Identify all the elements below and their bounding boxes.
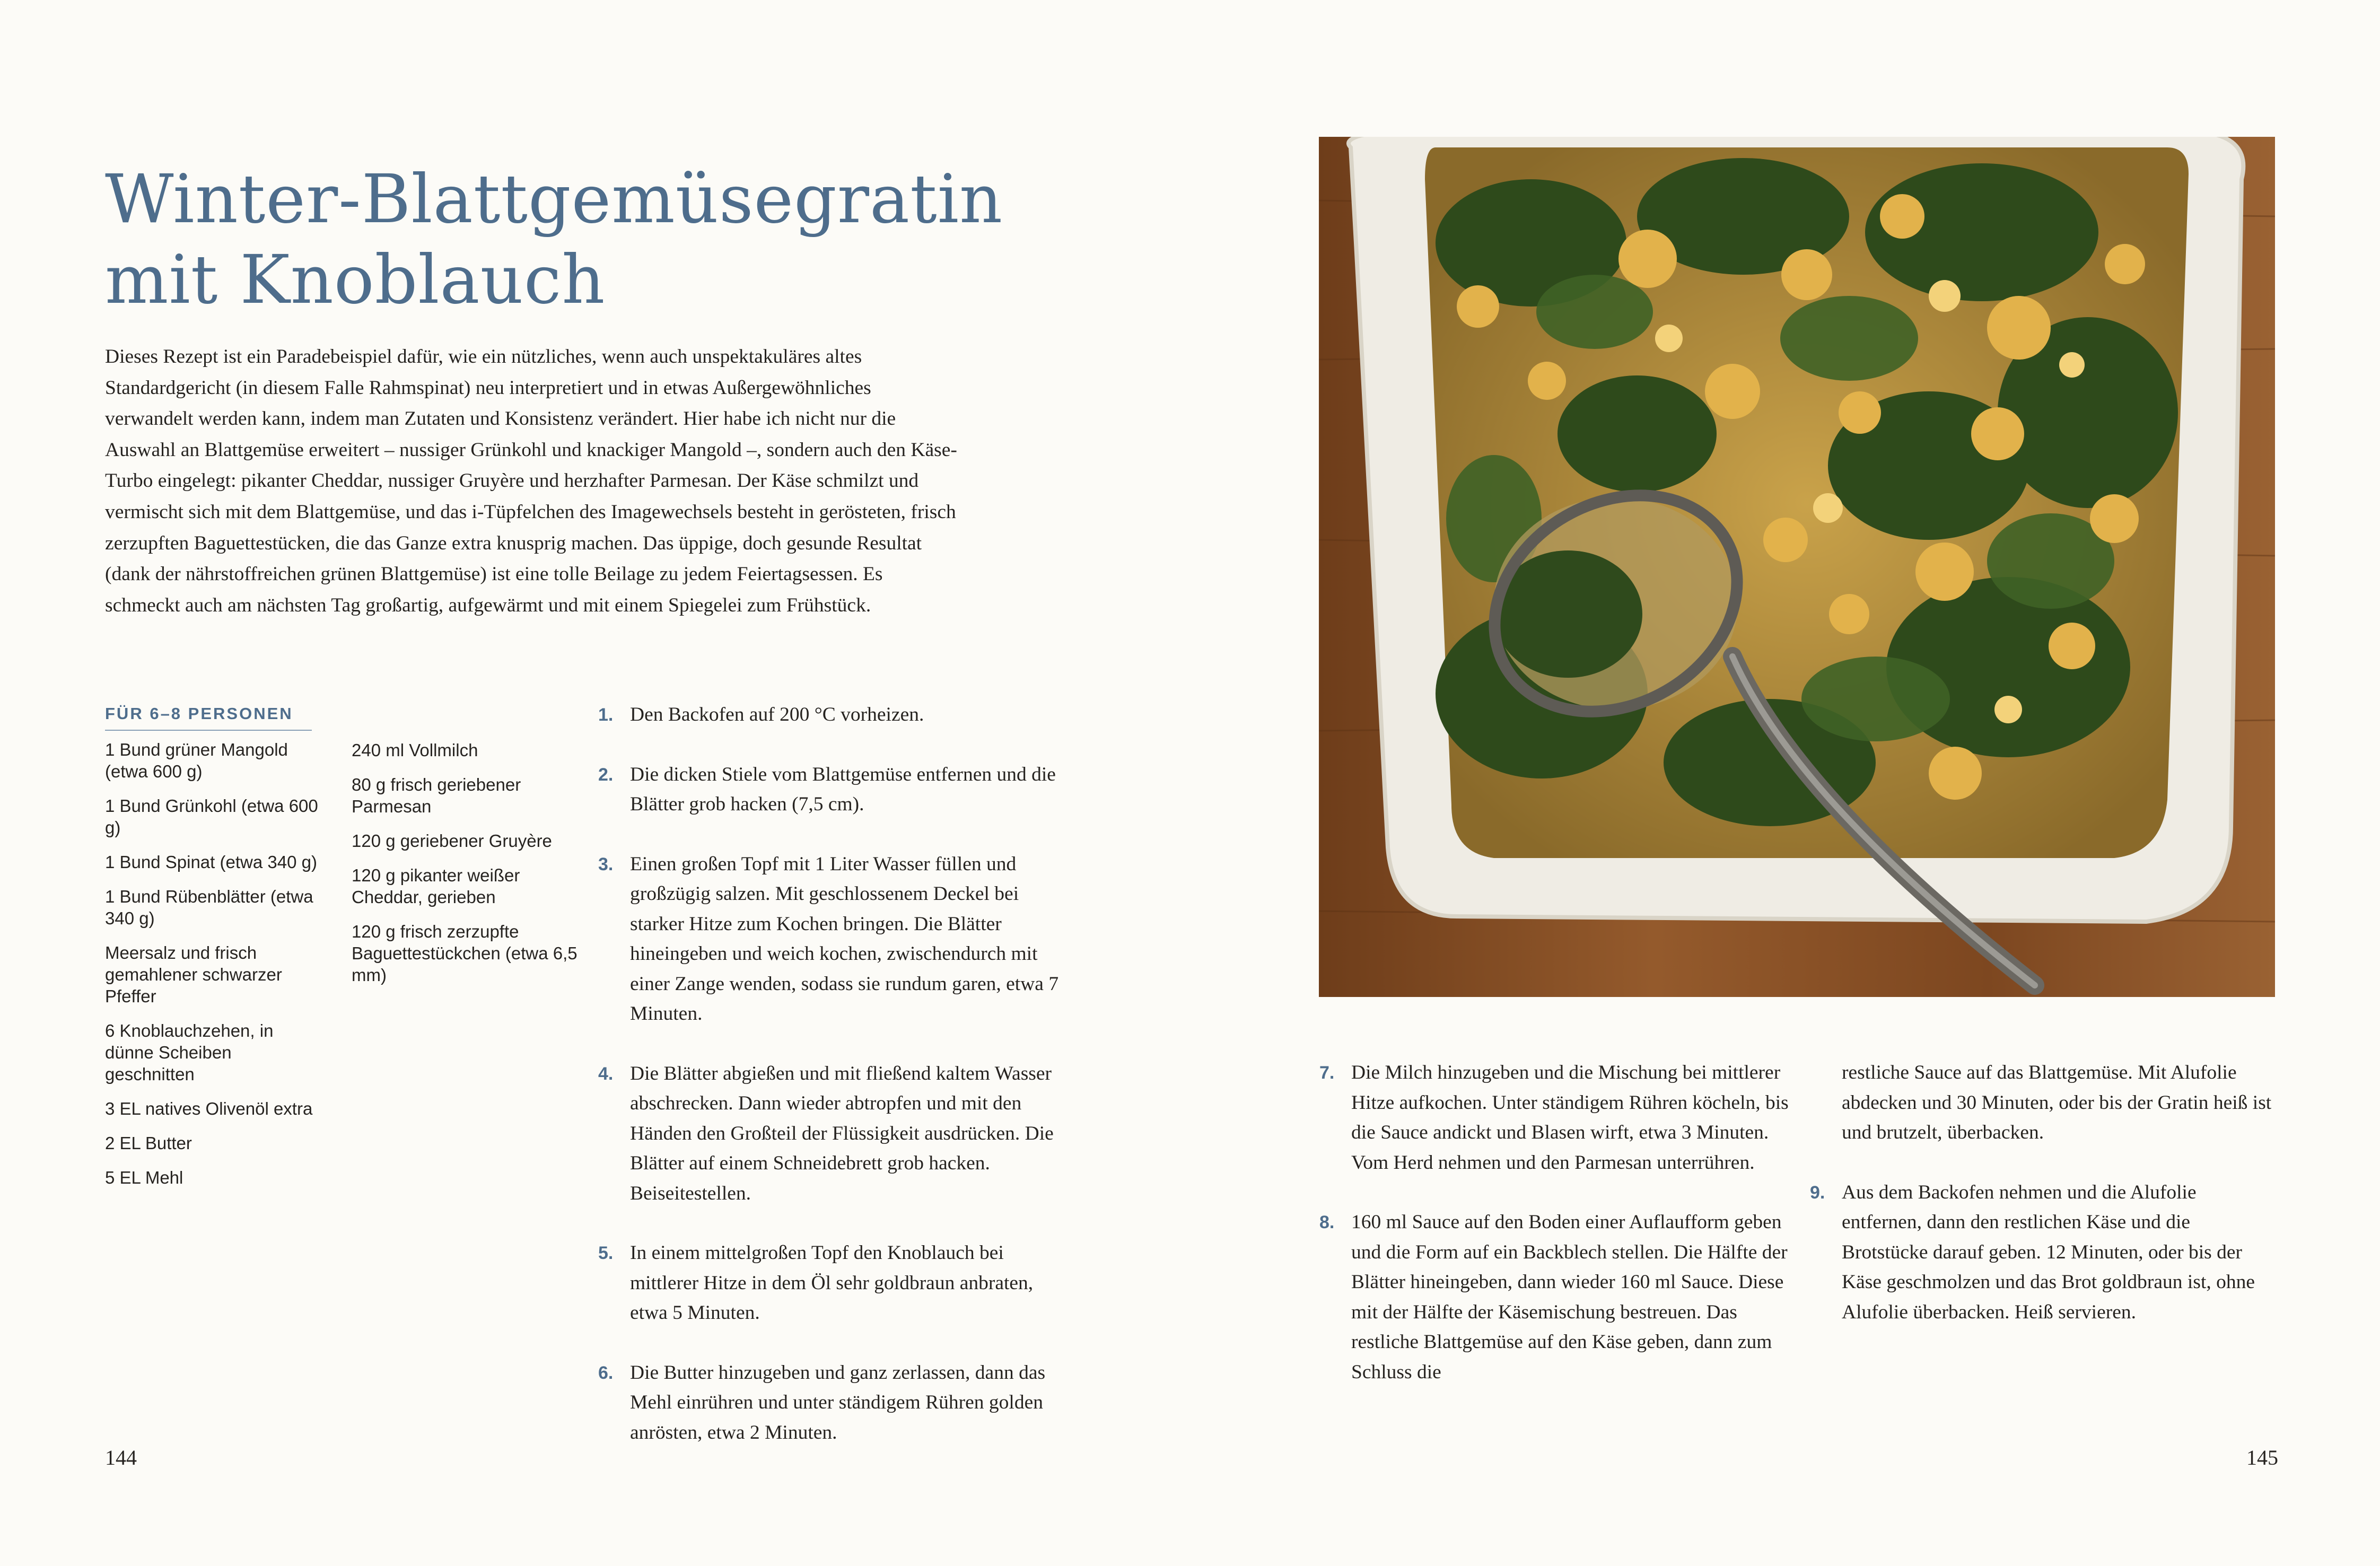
ingredient-item: 120 g geriebener Gruyère (352, 831, 552, 851)
method-step (598, 850, 1075, 1029)
step-text: Aus dem Backofen nehmen und die Alufolie entfernen, dann den restlichen Käse und die Brotstücke darauf geben. 12 Minuten, oder bis der Käse geschmolzen und das Brot goldbraun ist, ohne Alufolie überbacken. Heiß servieren. (1842, 1181, 2255, 1323)
step-text: Die Milch hinzugeben und die Mischung bei mittlerer Hitze aufkochen. Unter ständigem Rühren köcheln, bis die Sauce andickt und Blasen wirft, etwa 3 Minuten. Vom Herd nehmen und den Parmesan unterrühren. (1351, 1062, 1789, 1174)
ingredient-item: 1 Bund Grünkohl (etwa 600 g) (105, 796, 318, 837)
step-text: Einen großen Topf mit 1 Liter Wasser füllen und großzügig salzen. Mit geschlossenem Deckel bei starker Hitze zum Kochen bringen. Die Blätter hineingeben und weich kochen, zwischendurch mit einer Zange wenden, sodass sie rundum garen, etwa 7 Minuten. (630, 853, 1059, 1025)
method-step (1810, 1178, 2277, 1328)
gratin-photo (1319, 137, 2275, 997)
step-text: Die Butter hinzugeben und ganz zerlassen, dann das Mehl einrühren und unter ständigem Rühren golden anrösten, etwa 2 Minuten. (630, 1361, 1046, 1443)
method-step-continued (1810, 1058, 2277, 1148)
step-number: 1. (598, 705, 614, 725)
ingredient-list-left (105, 739, 322, 1201)
step-number: 8. (1319, 1212, 1335, 1232)
step-number: 4. (598, 1063, 614, 1084)
recipe-title (105, 159, 1007, 320)
ingredient-item: 1 Bund grüner Mangold (etwa 600 g) (105, 740, 288, 781)
page-number-left: 144 (105, 1446, 137, 1469)
step-text: restliche Sauce auf das Blattgemüse. Mit Alufolie abdecken und 30 Minuten, oder bis der Gratin heiß ist und brutzelt, überbacken. (1842, 1062, 2272, 1143)
method-steps-column-2 (1319, 1058, 1791, 1417)
gratin-photo-illustration (1319, 137, 2275, 997)
method-step (598, 1358, 1075, 1448)
method-steps-column-1 (598, 700, 1075, 1477)
ingredient-item: 120 g pikanter weißer Cheddar, gerieben (352, 865, 520, 907)
intro-paragraph: Dieses Rezept ist ein Paradebeispiel dafür, wie ein nützliches, wenn auch unspektakuläres altes Standardgericht (in diesem Falle Rahmspinat) neu interpretiert und in etwas Außergewöhnliches verwandelt werden kann, indem man Zutaten und Konsistenz verändert. Hier habe ich nicht nur die Auswahl an Blattgemüse erweitert – nussiger Grünkohl und knackiger Mangold –, sondern auch den Käse-Turbo eingelegt: pikanter Cheddar, nussiger Gruyère und herzhafter Parmesan. Der Käse schmilzt und vermischt sich mit dem Blattgemüse, und das i-Tüpfelchen des Imagewechsels besteht in gerösteten, frisch zerzupften Baguettestücken, die das Ganze extra knusprig machen. Das üppige, doch gesunde Resultat (dank der nährstoffreichen grünen Blattgemüse) ist eine tolle Beilage zu jedem Feiertagsessen. Es schmeckt auch am nächsten Tag großartig, aufgewärmt und mit einem Spiegelei zum Frühstück. (105, 346, 957, 616)
step-number: 6. (598, 1362, 614, 1383)
step-text: Die Blätter abgießen und mit fließend kaltem Wasser abschrecken. Dann wieder abtropfen und mit den Händen den Großteil der Flüssigkeit ausdrücken. Die Blätter auf einem Schneidebrett grob hacken. Beiseitestellen. (630, 1062, 1054, 1204)
step-text: Die dicken Stiele vom Blattgemüse entfernen und die Blätter grob hacken (7,5 cm). (630, 763, 1056, 815)
method-step (598, 1059, 1075, 1209)
recipe-title-line-2: mit Knoblauch (105, 241, 606, 319)
ingredient-item: 3 EL natives Olivenöl extra (105, 1099, 313, 1118)
method-step (598, 1238, 1075, 1328)
ingredient-item: 2 EL Butter (105, 1133, 192, 1153)
step-number: 3. (598, 854, 614, 874)
step-text: In einem mittelgroßen Topf den Knoblauch bei mittlerer Hitze in dem Öl sehr goldbraun anbraten, etwa 5 Minuten. (630, 1242, 1034, 1324)
method-step (598, 760, 1075, 820)
method-step (1319, 1058, 1791, 1178)
recipe-title-line-1: Winter-Blattgemüsegratin (105, 160, 1003, 238)
step-text: 160 ml Sauce auf den Boden einer Auflaufform geben und die Form auf ein Backblech stellen. Die Hälfte der Blätter hineingeben, dann wieder 160 ml Sauce. Diese mit der Hälfte der Käsemischung bestreuen. Das restliche Blattgemüse auf den Käse geben, dann zum Schluss die (1351, 1211, 1788, 1383)
servings-heading: FÜR 6–8 PERSONEN (105, 704, 312, 731)
ingredient-item: Meersalz und frisch gemahlener schwarzer Pfeffer (105, 943, 282, 1006)
step-number: 2. (598, 764, 614, 785)
method-step (1319, 1208, 1791, 1387)
ingredient-item: 120 g frisch zerzupfte Baguettestückchen (etwa 6,5 mm) (352, 922, 578, 985)
step-number: 9. (1810, 1182, 1825, 1203)
method-steps-column-3 (1810, 1058, 2277, 1357)
step-number: 5. (598, 1243, 614, 1263)
ingredient-item: 240 ml Vollmilch (352, 740, 478, 760)
method-step (598, 700, 1075, 730)
step-text: Den Backofen auf 200 °C vorheizen. (630, 704, 924, 725)
ingredient-item: 5 EL Mehl (105, 1168, 183, 1187)
ingredient-list-right (352, 739, 580, 999)
ingredient-item: 1 Bund Rübenblätter (etwa 340 g) (105, 887, 313, 928)
ingredient-item: 1 Bund Spinat (etwa 340 g) (105, 852, 317, 872)
ingredient-item: 6 Knoblauchzehen, in dünne Scheiben geschnitten (105, 1021, 274, 1084)
step-number: 7. (1319, 1063, 1335, 1083)
page-number-right: 145 (2246, 1446, 2278, 1469)
ingredient-item: 80 g frisch geriebener Parmesan (352, 775, 521, 816)
